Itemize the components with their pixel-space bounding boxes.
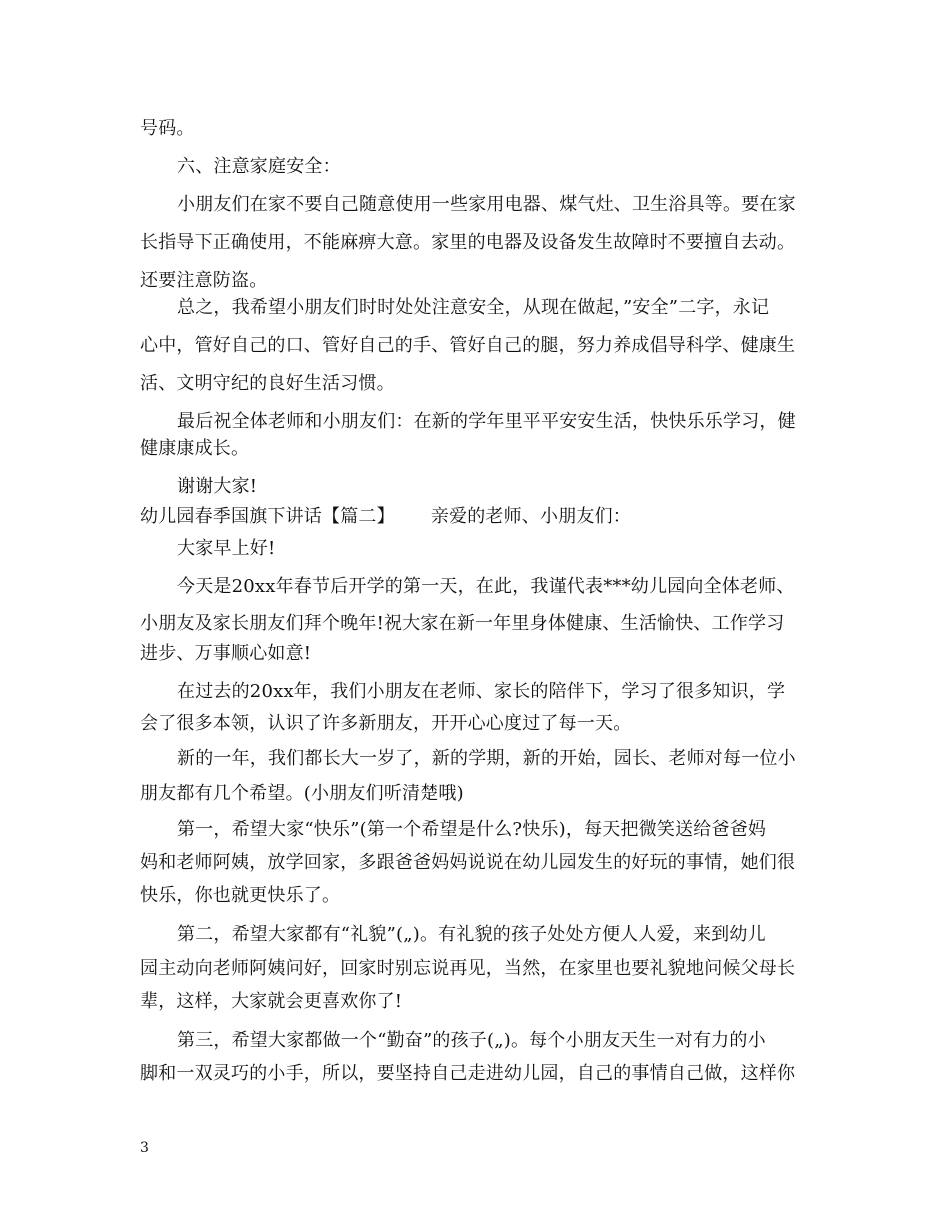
text-line: 会了很多本领，认识了许多新朋友，开开心心度过了每一天。 — [140, 713, 632, 734]
text-line: 最后祝全体老师和小朋友们：在新的学年里平平安安生活，快快乐乐学习，健 — [177, 411, 796, 432]
text-line: 小朋友及家长朋友们拜个晚年!祝大家在新一年里身体健康、生活愉快、工作学习 — [140, 613, 785, 634]
page-number: 3 — [140, 1140, 149, 1156]
text-line: 谢谢大家! — [177, 476, 258, 497]
text-line: 辈，这样，大家就会更喜欢你了! — [140, 991, 403, 1012]
text-line: 园主动向老师阿姨问好，回家时别忘说再见，当然，在家里也要礼貌地问候父母长 — [140, 958, 796, 979]
text-line: 在过去的20xx年，我们小朋友在老师、家长的陪伴下，学习了很多知识，学 — [177, 681, 786, 702]
text-line: 朋友都有几个希望。(小朋友们听清楚哦) — [140, 783, 464, 804]
text-line: 心中，管好自己的口、管好自己的手、管好自己的腿，努力养成倡导科学、健康生 — [140, 335, 796, 356]
section-heading: 六、注意家庭安全： — [177, 156, 341, 177]
text-line: 小朋友们在家不要自己随意使用一些家用电器、煤气灶、卫生浴具等。要在家 — [177, 194, 796, 215]
text-line: 第三，希望大家都做一个“勤奋”的孩子(„)。每个小朋友天生一对有力的小 — [177, 1030, 766, 1051]
text-line: 今天是20xx年春节后开学的第一天，在此，我谨代表***幼儿园向全体老师、 — [177, 576, 795, 597]
text-line: 长指导下正确使用，不能麻痹大意。家里的电器及设备发生故障时不要擅自去动。 — [140, 232, 796, 253]
text-line: 活、文明守纪的良好生活习惯。 — [140, 373, 395, 394]
text-line: 第一，希望大家“快乐”(第一个希望是什么?快乐)，每天把微笑送给爸爸妈 — [177, 819, 767, 840]
text-line: 还要注意防盗。 — [140, 270, 268, 291]
text-line: 大家早上好! — [177, 538, 276, 559]
article-title: 幼儿园春季国旗下讲话【篇二】 — [140, 506, 395, 527]
text-line: 脚和一双灵巧的小手，所以，要坚持自己走进幼儿园，自己的事情自己做，这样你 — [140, 1063, 796, 1084]
text-line: 总之，我希望小朋友们时时处处注意安全，从现在做起，”安全”二字，永记 — [177, 297, 770, 318]
text-line: 第二，希望大家都有“礼貌”(„)。有礼貌的孩子处处方便人人爱，来到幼儿 — [177, 924, 766, 945]
salutation: 亲爱的老师、小朋友们： — [430, 506, 632, 527]
text-line: 新的一年，我们都长大一岁了，新的学期，新的开始，园长、老师对每一位小 — [177, 748, 796, 769]
text-line: 健康康成长。 — [140, 438, 250, 459]
article-heading-line — [140, 505, 631, 529]
text-line: 快乐，你也就更快乐了。 — [140, 885, 341, 906]
text-line: 号码。 — [140, 118, 195, 139]
text-line: 进步、万事顺心如意! — [140, 643, 312, 664]
text-line: 妈和老师阿姨，放学回家，多跟爸爸妈妈说说在幼儿园发生的好玩的事情，她们很 — [140, 852, 796, 873]
